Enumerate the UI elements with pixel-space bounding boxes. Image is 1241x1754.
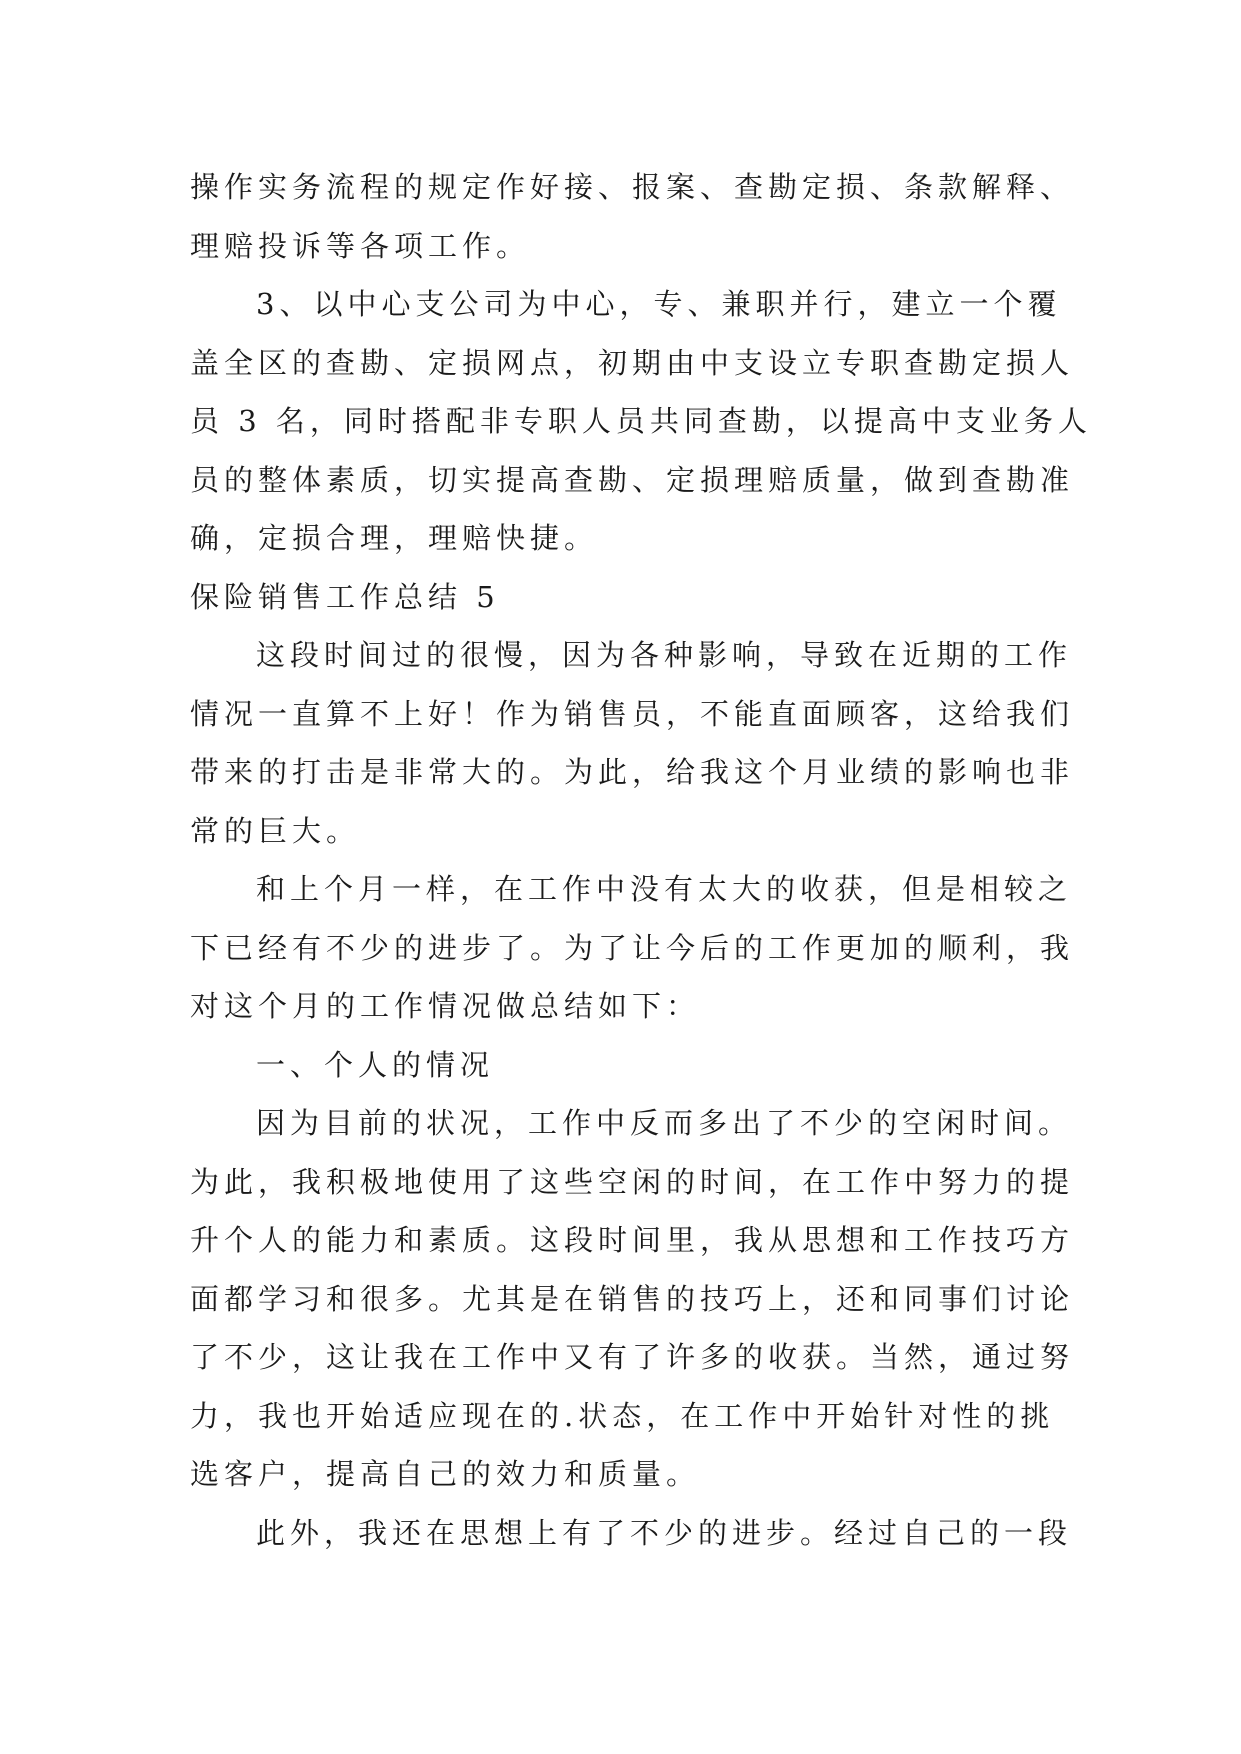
text-line: 对这个月的工作情况做总结如下： bbox=[190, 989, 701, 1023]
text-line: 这段时间过的很慢，因为各种影响，导致在近期的工作 bbox=[256, 638, 1073, 672]
text-line: 面都学习和很多。尤其是在销售的技巧上，还和同事们讨论 bbox=[190, 1281, 1075, 1316]
text-line: 此外，我还在思想上有了不少的进步。经过自己的一段 bbox=[256, 1515, 1073, 1550]
text-line: 员 3 名，同时搭配非专职人员共同查勘，以提高中支业务人 bbox=[190, 404, 1092, 438]
text-line: 情况一直算不上好！作为销售员，不能直面顾客，这给我们 bbox=[190, 696, 1075, 731]
text-line: 因为目前的状况，工作中反而多出了不少的空闲时间。 bbox=[256, 1106, 1073, 1140]
text-line: 理赔投诉等各项工作。 bbox=[190, 228, 531, 263]
text-line: 盖全区的查勘、定损网点，初期由中支设立专职查勘定损人 bbox=[190, 345, 1075, 380]
document-body bbox=[190, 158, 1092, 1562]
text-line: 操作实务流程的规定作好接、报案、查勘定损、条款解释、 bbox=[190, 170, 1075, 204]
text-line: 确，定损合理，理赔快捷。 bbox=[190, 521, 599, 555]
text-line: 选客户，提高自己的效力和质量。 bbox=[190, 1457, 701, 1491]
text-line: 一、个人的情况 bbox=[256, 1047, 495, 1082]
text-line: 升个人的能力和素质。这段时间里，我从思想和工作技巧方 bbox=[190, 1223, 1075, 1257]
text-line: 员的整体素质，切实提高查勘、定损理赔质量，做到查勘准 bbox=[190, 462, 1075, 497]
text-line: 带来的打击是非常大的。为此，给我这个月业绩的影响也非 bbox=[190, 755, 1075, 789]
text-line: 力，我也开始适应现在的.状态，在工作中开始针对性的挑 bbox=[190, 1398, 1055, 1433]
section-heading: 保险销售工作总结 5 bbox=[190, 579, 500, 614]
text-line: 下已经有不少的进步了。为了让今后的工作更加的顺利，我 bbox=[190, 930, 1075, 965]
text-line: 和上个月一样，在工作中没有太大的收获，但是相较之 bbox=[256, 872, 1073, 906]
text-line: 3、以中心支公司为中心，专、兼职并行，建立一个覆 bbox=[256, 287, 1062, 321]
text-line: 为此，我积极地使用了这些空闲的时间，在工作中努力的提 bbox=[190, 1164, 1075, 1199]
text-line: 常的巨大。 bbox=[190, 813, 361, 848]
text-line: 了不少，这让我在工作中又有了许多的收获。当然，通过努 bbox=[190, 1340, 1075, 1374]
